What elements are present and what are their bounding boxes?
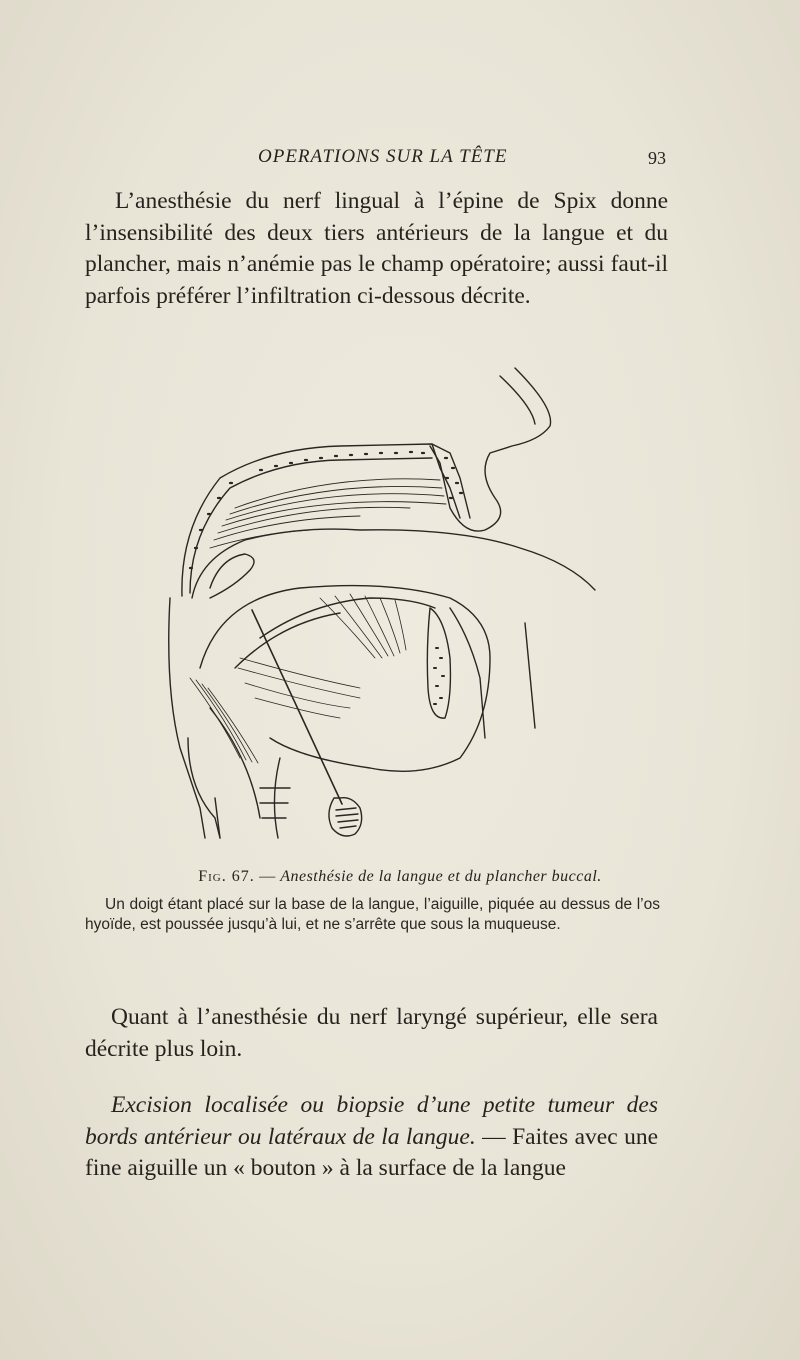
paragraph-excision-text: Faites avec une fine aiguille un « bouton » à la surface de la langue	[85, 1123, 658, 1181]
heading-dash: —	[475, 1123, 513, 1150]
palate-band	[182, 444, 470, 596]
figure-caption	[0, 868, 800, 886]
tongue-body	[200, 586, 490, 772]
figure-label: Fig. 67.	[198, 868, 255, 885]
running-title: OPERATIONS SUR LA TÊTE	[258, 146, 508, 167]
epiglottis	[427, 608, 450, 718]
paragraph-excision	[85, 1090, 658, 1185]
palate-hatching	[210, 479, 446, 548]
tongue-anesthesia-drawing	[160, 358, 610, 858]
figure-separator: —	[254, 868, 281, 885]
page-header	[0, 146, 800, 174]
needle	[252, 610, 342, 804]
section-heading: Excision localisée ou biopsie d’une petite tumeur des bords antérieur ou latéraux de la langue.	[85, 1092, 658, 1150]
jaw-outline	[169, 598, 205, 838]
finger-outline	[430, 368, 551, 531]
figure-legend: Un doigt étant placé sur la base de la langue, l’aiguille, piquée au dessus de l’os hyoïde, est poussée jusqu’à lui, et ne s’arrête que sous la muqueuse.	[85, 896, 660, 933]
anatomical-illustration	[160, 358, 610, 858]
tongue-muscle-fibers	[238, 594, 406, 718]
paragraph-laryngeal-nerve: Quant à l’anesthésie du nerf laryngé supérieur, elle sera décrite plus loin.	[85, 1004, 658, 1062]
paragraph-lingual-nerve: L’anesthésie du nerf lingual à l’épine de Spix donne l’insensibilité des deux tiers antérieurs de la langue et du plancher, mais n’anémie pas le champ opératoire; aussi faut-il parfois préférer l’infiltration ci-dessous décrite.	[85, 188, 668, 309]
hyoid-hatching	[190, 678, 258, 763]
figure-title: Anesthésie de la langue et du plancher buccal.	[280, 868, 602, 885]
page-number: 93	[648, 148, 666, 168]
hyoid-stipple	[434, 648, 444, 704]
syringe-hub	[329, 798, 362, 836]
